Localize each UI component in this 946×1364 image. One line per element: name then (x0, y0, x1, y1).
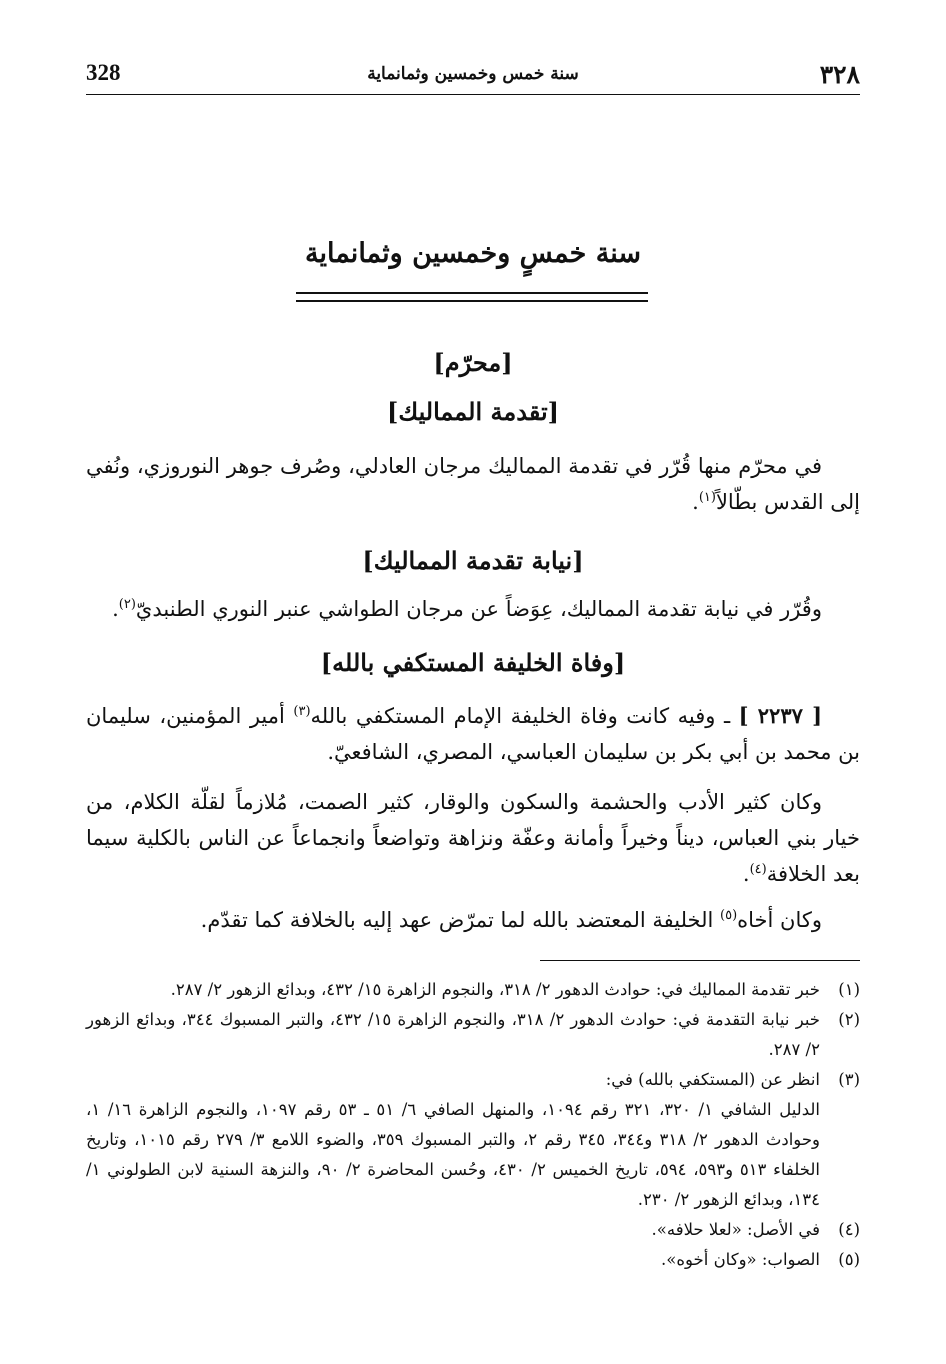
paragraph-1: في محرّم منها قُرّر في تقدمة المماليك مرجان العادلي، وصُرف جوهر النوروزي، ونُفي إلى القدس بطّالاً$^{(١)}$. (86, 454, 860, 514)
footnote-ref: (٢) (118, 597, 136, 612)
footnotes (86, 975, 860, 1275)
footnote-divider (540, 960, 860, 961)
header-divider (86, 94, 860, 95)
footnote: (٢) خبر نيابة التقدمة في: حوادث الدهور ٢/ ٣١٨، والنجوم الزاهرة ١٥/ ٤٣٢، والتبر المسبوك ٣٤٤، وبدائع الزهور ٢/ ٢٨٧. (86, 1010, 860, 1059)
footnote-continuation: الدليل الشافي ١/ ٣٢٠، ٣٢١ رقم ١٠٩٤، والمنهل الصافي ٦/ ٥١ ـ ٥٣ رقم ١٠٩٧، والنجوم الزاهرة ١٦/ ١، وحوادث الدهور ٢/ ٣١٨ و٣٤٤، ٣٤٥ رقم ٢، والتبر المسبوك ٣٥٩، والضوء اللامع ٣/ ٢٧٩ رقم ١٠١٥، وتاريخ الخلفاء ٥١٣ و٥٩٣، ٥٩٤، تاريخ الخميس ٢/ ٤٣٠، وحُسن المحاضرة ٢/ ٩٠، والنزهة السنية لابن الطولوني ١/ ١٣٤، وبدائع الزهور ٢/ ٢٣٠. (86, 1100, 820, 1209)
footnote: (٥) الصواب: «وكان أخوه». (661, 1250, 860, 1269)
page-number-latin: 328 (86, 60, 121, 85)
running-header (86, 60, 860, 88)
running-title: سنة خمس وخمسين وثمانماية (367, 64, 579, 84)
paragraph-4: وكان كثير الأدب والحشمة والسكون والوقار، كثير الصمت، مُلازماً لقلّة الكلام، من خيار بني العباس، ديناً وخيراً وأمانة وعفّة ونزاهة وتواضعاً وانجماعاً عن الناس بالكلية سيما بعد الخلافة$^{(٤)}$. (86, 790, 860, 886)
chapter-title: سنة خمسٍ وخمسين وثمانماية (304, 238, 642, 269)
footnote: (٣) انظر عن (المستكفي بالله) في: (605, 1070, 860, 1089)
title-rule-top (296, 292, 648, 294)
month-heading: [محرّم] (433, 348, 513, 377)
footnote-ref: (٥) (720, 908, 738, 923)
footnote: (٤) في الأصل: «لعلا حلافه». (651, 1220, 860, 1239)
section-heading-2: [نيابة تقدمة المماليك] (362, 546, 584, 575)
footnote-ref: (٣) (293, 704, 311, 719)
title-rule-bottom (296, 300, 648, 302)
page-number-arabic: ٣٢٨ (819, 60, 860, 89)
section-heading-3: [وفاة الخليفة المستكفي بالله] (320, 648, 626, 677)
paragraph-5: وكان أخاه$^{(٥)}$ الخليفة المعتضد بالله لما تمرّض عهد إليه بالخلافة كما تقدّم. (200, 908, 822, 932)
footnote: (١) خبر تقدمة المماليك في: حوادث الدهور ٢/ ٣١٨، والنجوم الزاهرة ١٥/ ٤٣٢، وبدائع الزهور ٢/ ٢٨٧. (170, 980, 860, 999)
paragraph-3: [ ٢٢٣٧ ] ـ وفيه كانت وفاة الخليفة الإمام المستكفي بالله$^{(٣)}$ أمير المؤمنين، سليمان بن محمد بن أبي بكر بن سليمان العباسي، المصري، الشافعيّ. (86, 703, 860, 764)
footnote-ref: (٤) (749, 862, 767, 877)
entry-number: [ ٢٢٣٧ ] (738, 703, 823, 728)
section-heading-1: [تقدمة المماليك] (386, 397, 560, 426)
footnote-ref: (١) (698, 490, 716, 505)
paragraph-2: وقُرّر في نيابة تقدمة المماليك، عِوَضاً عن مرجان الطواشي عنبر النوري الطنبديّ$^{(٢)}$. (112, 597, 822, 621)
